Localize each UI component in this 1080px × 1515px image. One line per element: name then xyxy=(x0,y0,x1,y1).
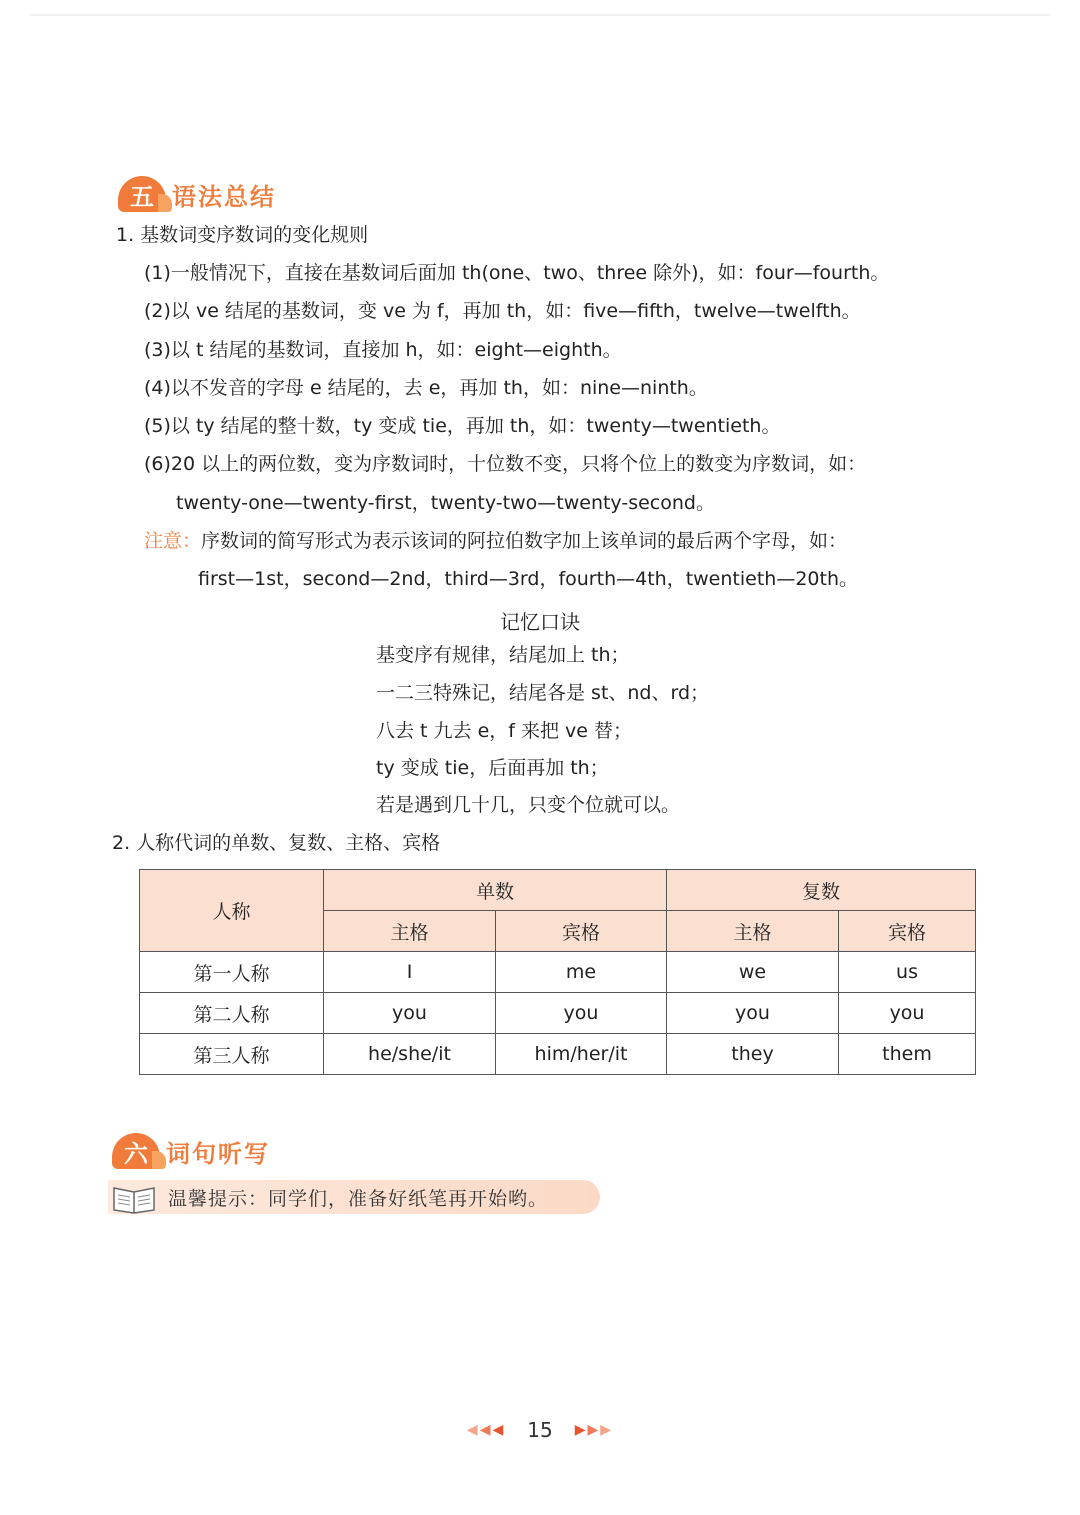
table-cell: you xyxy=(496,993,667,1034)
memory-line: 八去 t 九去 e，f 来把 ve 替； xyxy=(376,720,632,742)
table-cell: 第二人称 xyxy=(140,993,324,1034)
table-row xyxy=(140,952,976,993)
table-cell: 第三人称 xyxy=(140,1034,324,1075)
table-cell: 第一人称 xyxy=(140,952,324,993)
table-row xyxy=(140,1034,976,1075)
table-cell: him/her/it xyxy=(496,1034,667,1075)
page-footer xyxy=(0,1418,1080,1442)
rule-2: (2)以 ve 结尾的基数词，变 ve 为 f，再加 th，如：five—fifth，twelve—twelfth。 xyxy=(144,300,861,322)
note-label: 注意： xyxy=(144,530,202,552)
section-5-header xyxy=(118,176,276,212)
rule-6-example: twenty-one—twenty-first，twenty-two—twenty-second。 xyxy=(176,492,715,514)
header-person: 人称 xyxy=(140,870,324,952)
note-text: 序数词的简写形式为表示该词的阿拉伯数字加上该单词的最后两个字母，如： xyxy=(201,530,848,552)
section-6-title: 词句听写 xyxy=(166,1139,270,1168)
section-6-header xyxy=(112,1133,270,1169)
prev-arrows-icon: ◀◀◀ xyxy=(466,1422,506,1438)
table-cell: he/she/it xyxy=(324,1034,496,1075)
open-book-icon xyxy=(110,1180,158,1214)
section-5-badge: 五 xyxy=(118,176,166,212)
header-plural-object: 宾格 xyxy=(839,911,976,952)
table-cell: they xyxy=(667,1034,839,1075)
next-arrows-icon: ▶▶▶ xyxy=(574,1422,614,1438)
table-cell: us xyxy=(839,952,976,993)
top-divider xyxy=(30,14,1050,16)
tip-banner xyxy=(108,1180,600,1214)
table-cell: you xyxy=(839,993,976,1034)
header-plural: 复数 xyxy=(667,870,976,911)
table-cell: me xyxy=(496,952,667,993)
memory-title: 记忆口诀 xyxy=(500,610,580,634)
memory-line: 基变序有规律，结尾加上 th； xyxy=(376,644,630,666)
rule-3: (3)以 t 结尾的基数词，直接加 h，如：eight—eighth。 xyxy=(144,339,622,361)
rule-1: (1)一般情况下，直接在基数词后面加 th(one、two、three 除外)，如：four—fourth。 xyxy=(144,262,890,284)
memory-line: 若是遇到几十几，只变个位就可以。 xyxy=(376,794,681,816)
rule-4: (4)以不发音的字母 e 结尾的，去 e，再加 th，如：nine—ninth。 xyxy=(144,377,708,399)
memory-line: ty 变成 tie，后面再加 th； xyxy=(376,757,609,779)
note-example: first—1st，second—2nd，third—3rd，fourth—4th，twentieth—20th。 xyxy=(198,568,858,590)
header-plural-subject: 主格 xyxy=(667,911,839,952)
page-number: 15 xyxy=(527,1418,553,1442)
rule-5: (5)以 ty 结尾的整十数，ty 变成 tie，再加 th，如：twenty—twentieth。 xyxy=(144,415,781,437)
table-cell: I xyxy=(324,952,496,993)
table-cell: you xyxy=(667,993,839,1034)
table-cell: we xyxy=(667,952,839,993)
rule-6: (6)20 以上的两位数，变为序数词时，十位数不变，只将个位上的数变为序数词，如： xyxy=(144,453,867,475)
item-2-title: 2. 人称代词的单数、复数、主格、宾格 xyxy=(112,832,441,854)
header-singular: 单数 xyxy=(324,870,667,911)
header-singular-subject: 主格 xyxy=(324,911,496,952)
pronoun-table xyxy=(139,869,976,1075)
section-5-title: 语法总结 xyxy=(172,182,276,211)
tip-text: 温馨提示：同学们，准备好纸笔再开始哟。 xyxy=(168,1187,549,1210)
header-singular-object: 宾格 xyxy=(496,911,667,952)
item-1-title: 1. 基数词变序数词的变化规则 xyxy=(116,224,369,246)
note xyxy=(144,528,847,554)
table-cell: you xyxy=(324,993,496,1034)
table-cell: them xyxy=(839,1034,976,1075)
section-6-badge: 六 xyxy=(112,1133,160,1169)
table-row xyxy=(140,993,976,1034)
memory-line: 一二三特殊记，结尾各是 st、nd、rd； xyxy=(376,682,710,704)
